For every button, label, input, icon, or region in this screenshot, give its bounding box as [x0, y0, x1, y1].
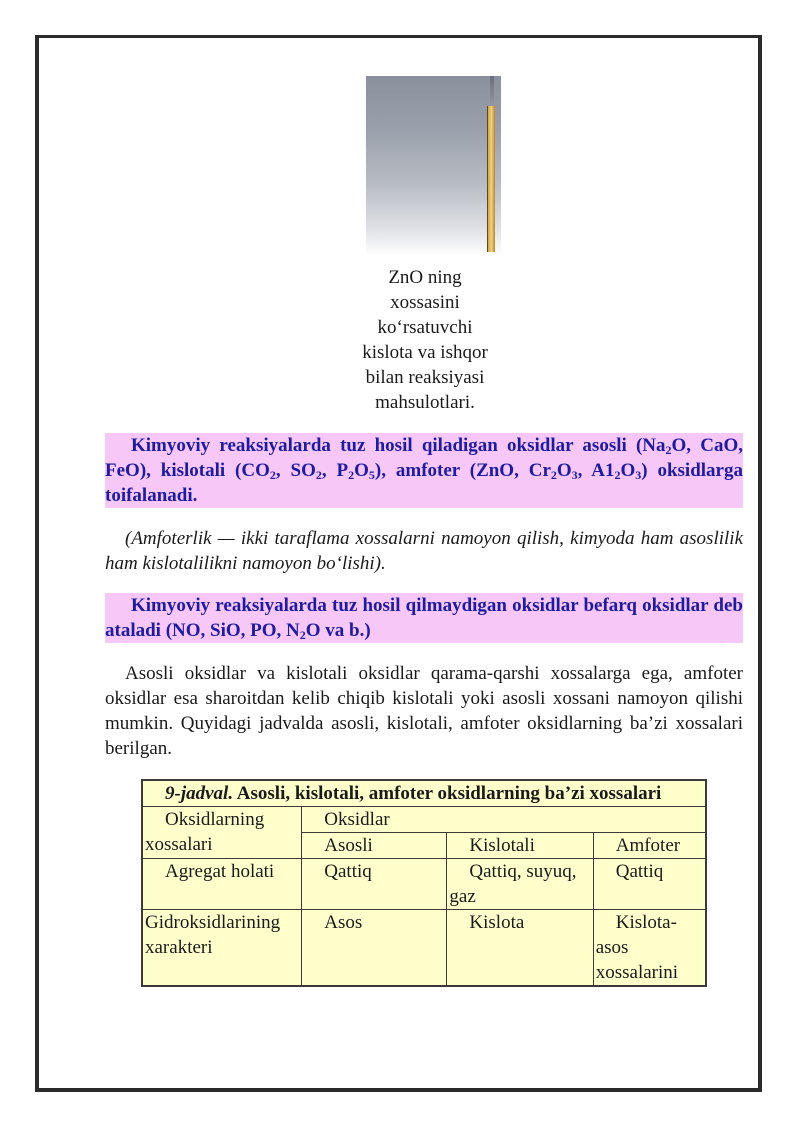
amphoteric-note: (Amfoterlik — ikki taraflama xossalarni namoyon qilish, kimyoda ham asoslilik ham kislotalilikni namoyon bo‘lishi).	[105, 528, 743, 574]
caption-line: mahsulotlari.	[375, 392, 475, 413]
oxide-properties-table	[141, 779, 707, 987]
header-group: Oksidlar	[302, 807, 706, 833]
table-label: 9-jadval.	[165, 783, 234, 804]
subscript: 2	[550, 468, 557, 482]
subscript: 3	[635, 468, 642, 482]
text-run: ) oksidlarga toifalanadi.	[105, 460, 743, 506]
text-run: O	[556, 460, 572, 481]
table-title	[142, 780, 706, 807]
table-cell: Qattiq	[302, 859, 447, 910]
caption-line: bilan reaksiyasi	[365, 367, 485, 388]
table-cell: Qattiq, suyuq, gaz	[447, 859, 593, 910]
text-run: , A1	[577, 460, 615, 481]
caption-line: ko‘rsatuvchi	[377, 317, 473, 338]
text-run: , SO	[275, 460, 316, 481]
text-run: , P	[321, 460, 349, 481]
subscript: 2	[614, 468, 621, 482]
table-row	[142, 910, 706, 987]
neutral-oxides-highlight	[105, 593, 743, 643]
text-run: Kimyoviy reaksiyalarda tuz hosil qiladigan oksidlar asosli (Na	[131, 435, 666, 456]
row-property: Gidroksidlarining xarakteri	[142, 910, 302, 987]
text-run: Kimyoviy reaksiyalarda tuz hosil qilmaydigan oksidlar befarq oksidlar deb ataladi (NO, SiO, PO, N	[105, 595, 743, 641]
table-title-text: Asosli, kislotali, amfoter oksidlarning ba’zi xossalari	[233, 783, 662, 804]
body-paragraph: Asosli oksidlar va kislotali oksidlar qarama-qarshi xossalarga ega, amfoter oksidlar esa sharoitdan kelib chiqib kislotali yoki asosli xossani namoyon qilishi mumkin. Quyidagi jadvalda asosli, kislotali, amfoter oksidlarning ba’zi xossalari berilgan.	[105, 663, 743, 759]
row-property: Agregat holati	[142, 859, 302, 910]
column-header: Asosli	[302, 833, 447, 859]
text-run: O, CaO, FeO), kislotali (CO	[105, 435, 743, 481]
table-row	[142, 859, 706, 910]
figure-caption	[340, 265, 510, 415]
table-cell: Asos	[302, 910, 447, 987]
oxide-classification-highlight	[105, 433, 743, 508]
subscript: 2	[348, 468, 355, 482]
subscript: 3	[571, 468, 578, 482]
column-header: Kislotali	[447, 833, 593, 859]
caption-line: ZnO ning	[388, 267, 462, 288]
text-run: O	[354, 460, 369, 481]
table-header-row	[142, 807, 706, 833]
table-title-row	[142, 780, 706, 807]
caption-line: xossasini	[390, 292, 460, 313]
test-tube	[487, 106, 495, 252]
column-header: Amfoter	[593, 833, 706, 859]
subscript: 2	[665, 443, 672, 457]
table-cell: Qattiq	[593, 859, 706, 910]
text-run: O	[620, 460, 636, 481]
subscript: 2	[269, 468, 276, 482]
subscript: 2	[299, 628, 306, 642]
zno-reaction-photo	[366, 76, 501, 256]
table-cell: Kislota-asos xossalarini	[593, 910, 706, 987]
subscript: 2	[315, 468, 322, 482]
table-cell: Kislota	[447, 910, 593, 987]
header-property: Oksidlarning xossalari	[142, 807, 302, 859]
text-run: O va b.)	[305, 620, 371, 641]
caption-line: kislota va ishqor	[362, 342, 488, 363]
subscript: 5	[368, 468, 375, 482]
text-run: ), amfoter (ZnO, Cr	[374, 460, 551, 481]
